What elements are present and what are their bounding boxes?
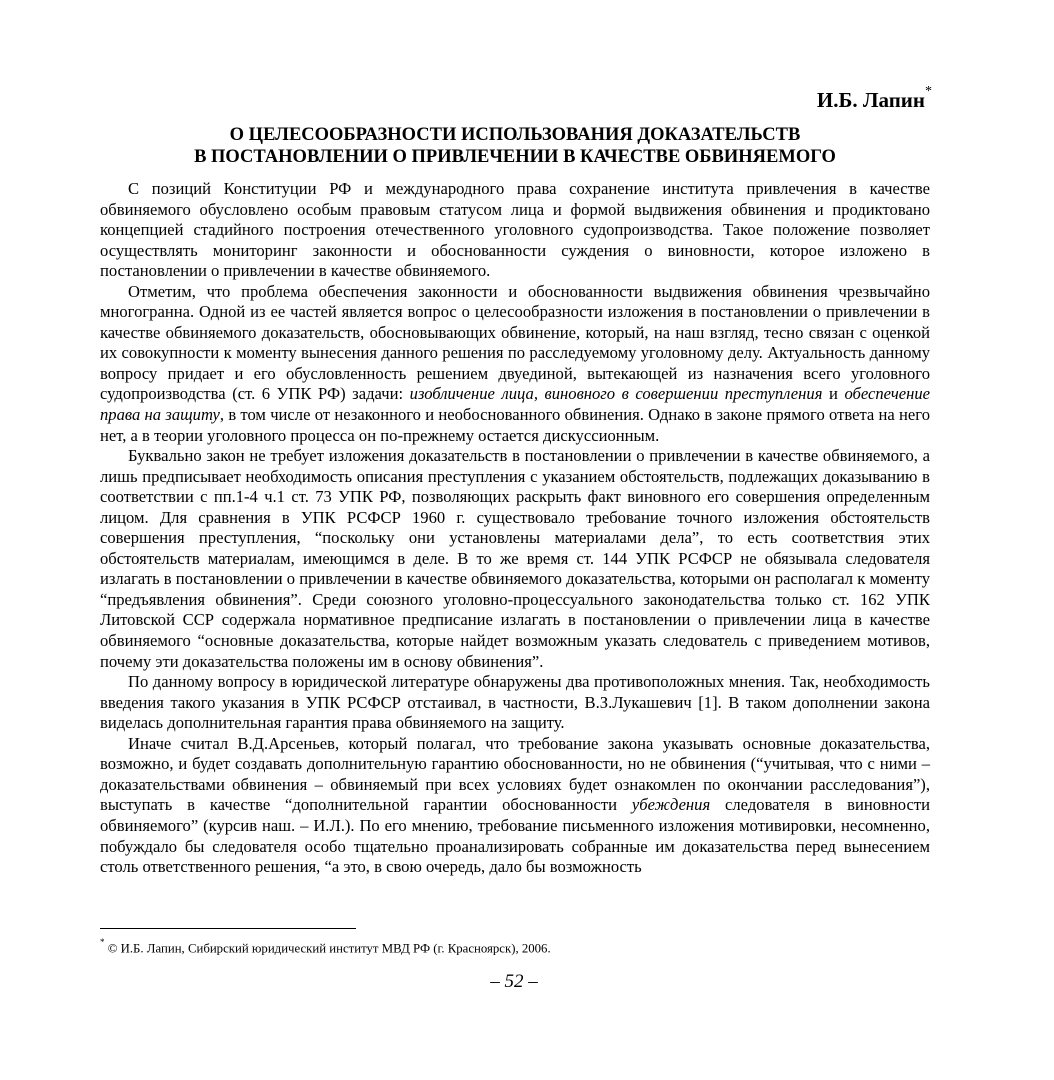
italic-phrase: убеждения [631, 795, 711, 815]
author-name: И.Б. Лапин* [816, 84, 932, 112]
article-title [100, 124, 930, 168]
italic-phrase: обеспечение права на защиту [100, 384, 930, 425]
paragraph-3: Буквально закон не требует изложения доказательств в постановлении о привлечении в качестве обвиняемого, а лишь предписывает необходимость описания преступления с указанием обстоятельств, подлежащих доказыванию в соответствии с пп.1-4 ч.1 ст. 73 УПК РФ, позволяющих раскрыть факт виновного его совершения определенным лицом. Для сравнения в УПК РСФСР 1960 г. существовало требование точного изложения обстоятельств совершения преступления, “поскольку они установлены материалами дела”, то есть соответствия этих обстоятельств материалам, имеющимся в деле. В то же время ст. 144 УПК РСФСР не обязывала следователя излагать в постановлении о привлечении в качестве обвиняемого доказательства, которыми он располагал к моменту “предъявления обвинения”. Среди союзного уголовно-процессуального законодательства только ст. 162 УПК Литовской ССР содержала нормативное предписание излагать в постановлении о привлечении лица в качестве обвиняемого “основные доказательства, которые найдет возможным указать следователь с приведением мотивов, почему эти доказательства положены им в основу обвинения”. [100, 446, 930, 671]
footnote-text: © И.Б. Лапин, Сибирский юридический институт МВД РФ (г. Красноярск), 2006. [104, 941, 551, 956]
paragraph-1: С позиций Конституции РФ и международного права сохранение института привлечения в качестве обвиняемого обусловлено особым правовым статусом лица и формой выдвижения обвинения и продиктовано концепцией стадийного построения отечественного уголовного судопроизводства. Такое положение позволяет осуществлять мониторинг законности и обоснованности суждения о виновности, которое изложено в постановлении о привлечении в качестве обвиняемого. [100, 179, 930, 281]
footnote-divider [100, 928, 356, 929]
paragraph-5: Иначе считал В.Д.Арсеньев, который полагал, что требование закона указывать основные доказательства, возможно, и будет создавать дополнительную гарантию обоснованности, но не обвинения (“учитывая, что с ними – доказательствами обвинения – обвиняемый при всех условиях будет ознакомлен по окончании расследования”), выступать в качестве “дополнительной гарантии обоснованности убеждения следователя в виновности обвиняемого” (курсив наш. – И.Л.). По его мнению, требование письменного изложения мотивировки, несомненно, побуждало бы следователя особо тщательно проанализировать собранные им доказательства перед вынесением столь ответственного решения, “а это, в свою очередь, дало бы возможность [100, 733, 930, 877]
page-number: – 52 – [490, 971, 538, 992]
italic-phrase: изобличение лица, виновного в совершении преступления [409, 384, 823, 404]
footnote [100, 939, 551, 956]
paragraph-4: По данному вопросу в юридической литературе обнаружены два противоположных мнения. Так, необходимость введения такого указания в УПК РСФСР отстаивал, в частности, В.З.Лукашевич [1]. В таком дополнении закона виделась дополнительная гарантия права обвиняемого на защиту. [100, 672, 930, 733]
footnote-mark: * [100, 937, 105, 947]
title-line-1: О ЦЕЛЕСООБРАЗНОСТИ ИСПОЛЬЗОВАНИЯ ДОКАЗАТЕЛЬСТВ [229, 125, 801, 145]
title-line-2: В ПОСТАНОВЛЕНИИ О ПРИВЛЕЧЕНИИ В КАЧЕСТВЕ ОБВИНЯЕМОГО [194, 147, 836, 167]
article-body [100, 179, 930, 878]
paragraph-2: Отметим, что проблема обеспечения законности и обоснованности выдвижения обвинения чрезвычайно многогранна. Одной из ее частей является вопрос о целесообразности изложения в постановлении о привлечении в качестве обвиняемого доказательств, обосновывающих обвинение, который, на наш взгляд, тесно связан с оценкой их совокупности к моменту вынесения данного решения по расследуемому уголовному делу. Актуальность данному вопросу придает и его обусловленность решением двуединой, вытекающей из назначения всего уголовного судопроизводства (ст. 6 УПК РФ) задачи: изобличение лица, виновного в совершении преступления и обеспечение права на защиту, в том числе от незаконного и необоснованного обвинения. Однако в законе прямого ответа на него нет, а в теории уголовного процесса он по-прежнему остается дискуссионным. [100, 281, 930, 445]
author-footnote-mark: * [925, 84, 932, 99]
